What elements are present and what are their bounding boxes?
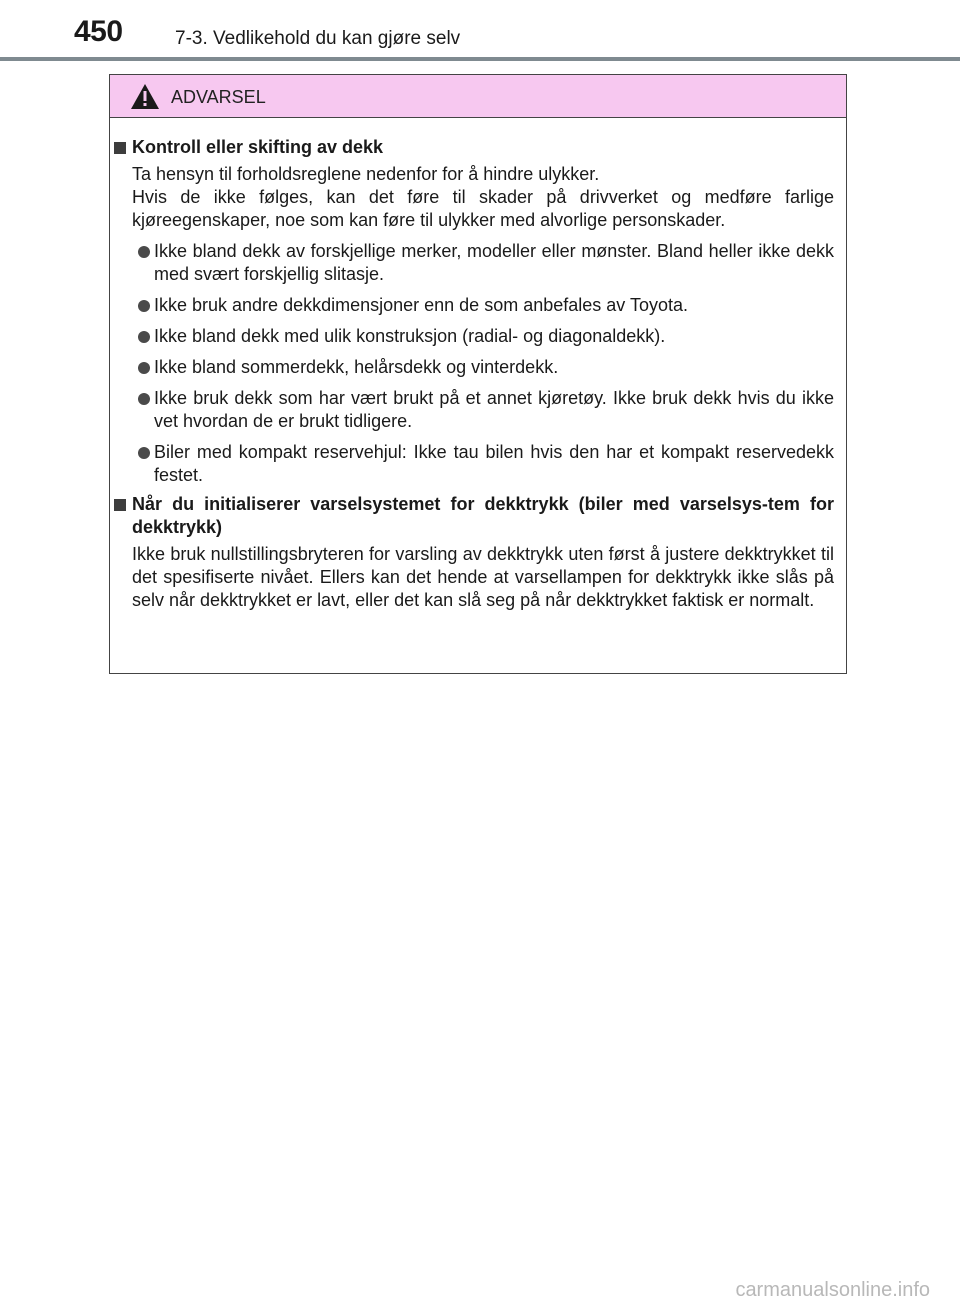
circle-bullet-icon [138, 393, 150, 405]
section-heading: Når du initialiserer varselsystemet for dekktrykk (biler med varselsys-tem for dekktrykk) [132, 494, 834, 537]
list-item-text: Ikke bruk dekk som har vært brukt på et annet kjøretøy. Ikke bruk dekk hvis du ikke vet hvordan de er brukt tidligere. [154, 388, 834, 431]
warning-label: ADVARSEL [171, 87, 266, 107]
square-bullet-icon [114, 142, 126, 154]
circle-bullet-icon [138, 362, 150, 374]
warning-section [110, 136, 834, 487]
list-item [132, 387, 834, 433]
chapter-title: 7-3. Vedlikehold du kan gjøre selv [175, 28, 461, 49]
list-item-text: Ikke bruk andre dekkdimensjoner enn de som anbefales av Toyota. [154, 295, 688, 315]
circle-bullet-icon [138, 447, 150, 459]
list-item [132, 356, 834, 379]
list-item-text: Ikke bland dekk med ulik konstruksjon (radial- og diagonaldekk). [154, 326, 666, 346]
square-bullet-icon [114, 499, 126, 511]
warning-triangle-icon [130, 83, 160, 110]
circle-bullet-icon [138, 331, 150, 343]
paragraph: Ta hensyn til forholdsreglene nedenfor for å hindre ulykker. [132, 164, 600, 184]
list-item [132, 441, 834, 487]
page-number: 450 [74, 15, 123, 48]
list-item [132, 294, 834, 317]
list-item-text: Biler med kompakt reservehjul: Ikke tau bilen hvis den har et kompakt reservedekk festet. [154, 442, 834, 485]
warning-section [110, 493, 834, 612]
section-heading: Kontroll eller skifting av dekk [132, 137, 384, 157]
watermark: carmanualsonline.info [735, 1279, 930, 1301]
circle-bullet-icon [138, 246, 150, 258]
warning-box [109, 74, 847, 674]
list-item [132, 325, 834, 348]
list-item-text: Ikke bland dekk av forskjellige merker, modeller eller mønster. Bland heller ikke dekk med svært forskjellig slitasje. [154, 241, 834, 284]
list-item-text: Ikke bland sommerdekk, helårsdekk og vinterdekk. [154, 357, 559, 377]
paragraph: Ikke bruk nullstillingsbryteren for varsling av dekktrykk uten først å justere dekktrykket til det spesifiserte nivået. Ellers kan det hende at varsellampen for dekktrykk ikke slås på selv når dekktrykket er lavt, eller det kan slå seg på når dekktrykket faktisk er normalt. [132, 544, 834, 610]
circle-bullet-icon [138, 300, 150, 312]
warning-body [110, 118, 846, 612]
list-item [132, 240, 834, 286]
header-divider [0, 57, 960, 61]
paragraph: Hvis de ikke følges, kan det føre til skader på drivverket og medføre farlige kjøreegenskaper, noe som kan føre til ulykker med alvorlige personskader. [132, 187, 834, 230]
warning-header [110, 75, 846, 118]
